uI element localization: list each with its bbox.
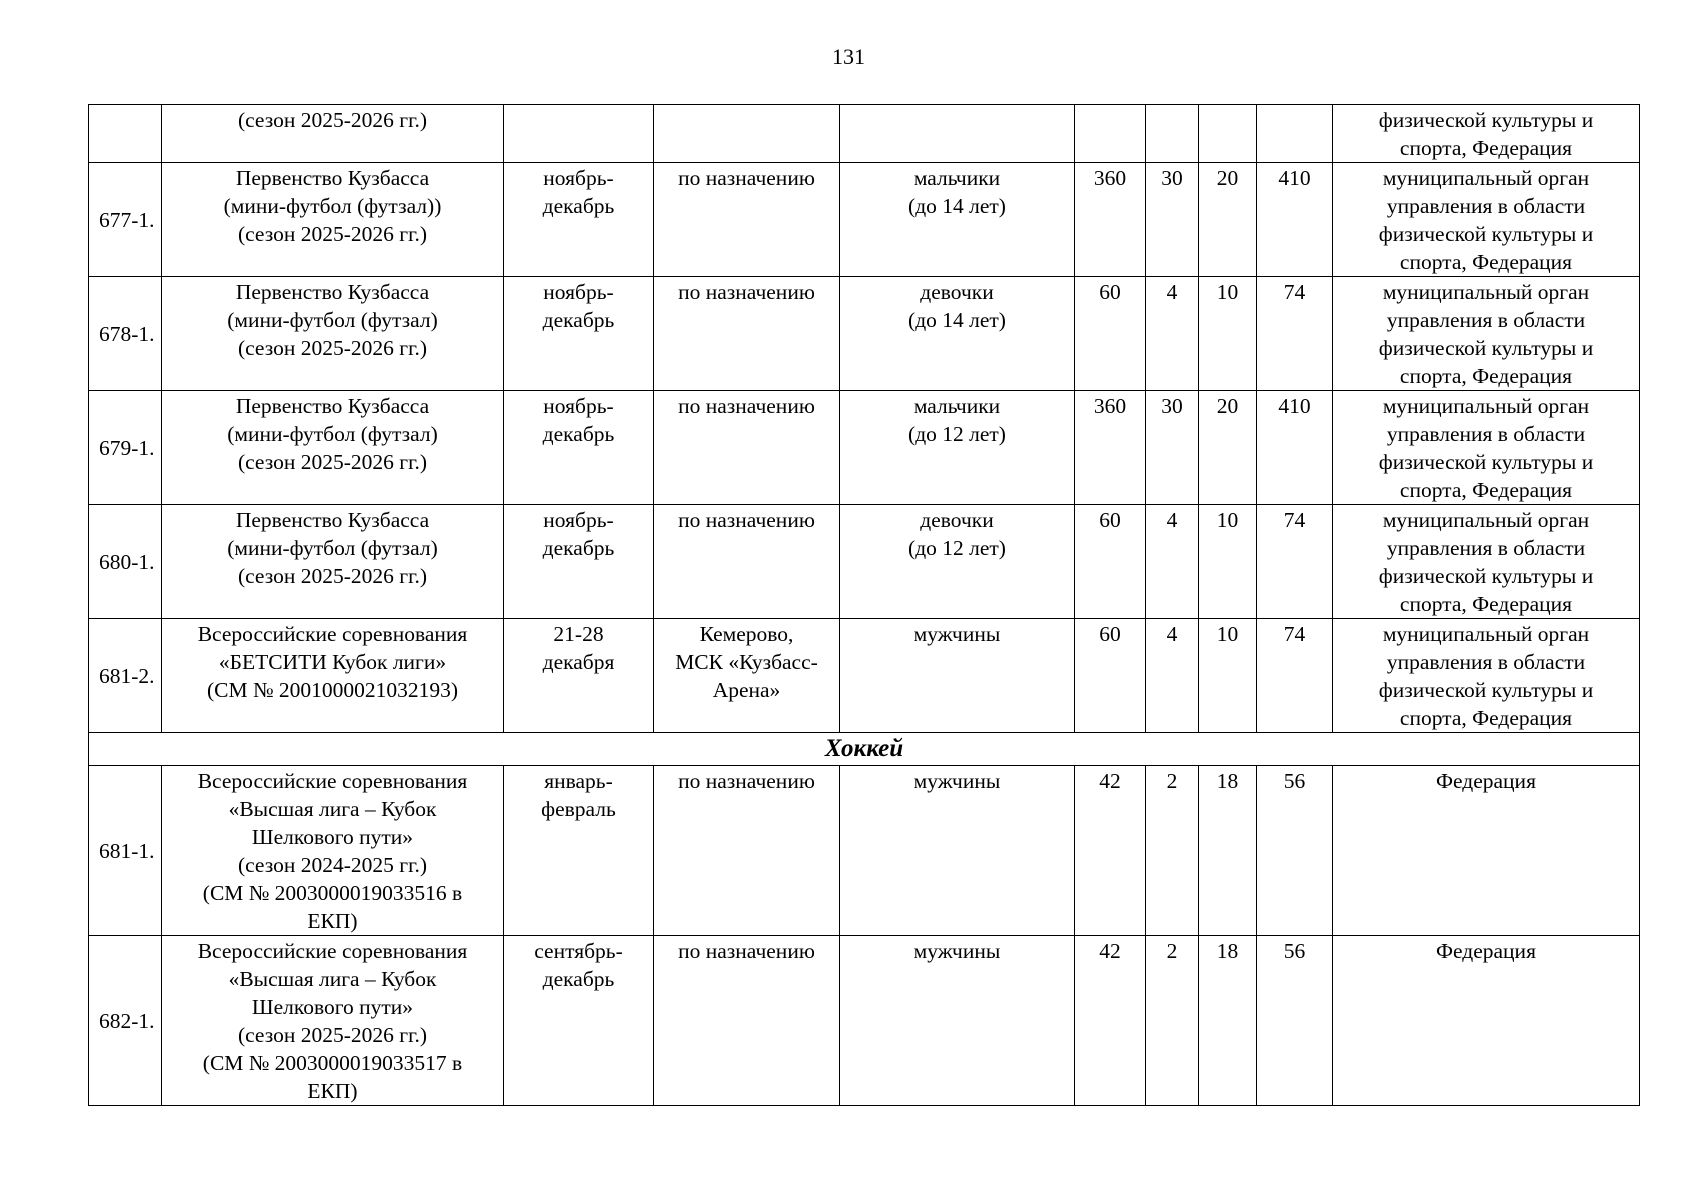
total-count-cell: 56 (1257, 936, 1333, 1106)
event-dates-cell: ноябрь- декабрь (504, 505, 654, 619)
participants-cell: девочки (до 12 лет) (840, 505, 1075, 619)
participants-cell (840, 105, 1075, 163)
section-header-row (89, 733, 1640, 766)
table-row (89, 766, 1640, 936)
competition-schedule-table (88, 104, 1640, 1106)
event-number-cell: 681-1. (89, 766, 162, 936)
total-count-cell: 74 (1257, 505, 1333, 619)
event-place-cell: по назначению (654, 391, 840, 505)
event-dates-cell: ноябрь- декабрь (504, 277, 654, 391)
event-place-cell: по назначению (654, 163, 840, 277)
participants-cell: мужчины (840, 936, 1075, 1106)
count-2-cell: 2 (1146, 936, 1199, 1106)
event-place-cell (654, 105, 840, 163)
total-count-cell: 74 (1257, 619, 1333, 733)
event-name-cell: Первенство Кузбасса (мини-футбол (футзал) (сезон 2025-2026 гг.) (162, 505, 504, 619)
count-2-cell: 2 (1146, 766, 1199, 936)
total-count-cell: 410 (1257, 163, 1333, 277)
count-1-cell: 360 (1075, 163, 1146, 277)
organizer-cell: муниципальный орган управления в области физической культуры и спорта, Федерация (1333, 619, 1640, 733)
table-row (89, 391, 1640, 505)
event-place-cell: по назначению (654, 936, 840, 1106)
event-dates-cell: сентябрь- декабрь (504, 936, 654, 1106)
count-3-cell: 10 (1199, 277, 1257, 391)
event-number-cell: 677-1. (89, 163, 162, 277)
table-row (89, 936, 1640, 1106)
event-dates-cell: ноябрь- декабрь (504, 163, 654, 277)
count-2-cell: 4 (1146, 277, 1199, 391)
count-2-cell: 30 (1146, 391, 1199, 505)
count-1-cell: 60 (1075, 277, 1146, 391)
organizer-cell: муниципальный орган управления в области физической культуры и спорта, Федерация (1333, 277, 1640, 391)
event-name-cell: Первенство Кузбасса (мини-футбол (футзал) (сезон 2025-2026 гг.) (162, 391, 504, 505)
total-count-cell: 410 (1257, 391, 1333, 505)
event-dates-cell: январь- февраль (504, 766, 654, 936)
count-3-cell: 18 (1199, 936, 1257, 1106)
participants-cell: мальчики (до 14 лет) (840, 163, 1075, 277)
event-number-cell: 680-1. (89, 505, 162, 619)
count-3-cell: 10 (1199, 505, 1257, 619)
organizer-cell: Федерация (1333, 766, 1640, 936)
event-number-cell: 678-1. (89, 277, 162, 391)
organizer-cell: муниципальный орган управления в области физической культуры и спорта, Федерация (1333, 163, 1640, 277)
event-name-cell: Всероссийские соревнования «БЕТСИТИ Кубок лиги» (СМ № 2001000021032193) (162, 619, 504, 733)
count-1-cell: 360 (1075, 391, 1146, 505)
table-row (89, 619, 1640, 733)
table-row-continuation (89, 105, 1640, 163)
count-2-cell: 4 (1146, 505, 1199, 619)
count-3-cell: 20 (1199, 391, 1257, 505)
participants-cell: девочки (до 14 лет) (840, 277, 1075, 391)
participants-cell: мужчины (840, 766, 1075, 936)
count-1-cell (1075, 105, 1146, 163)
count-1-cell: 42 (1075, 766, 1146, 936)
count-3-cell: 10 (1199, 619, 1257, 733)
total-count-cell (1257, 105, 1333, 163)
page-number: 131 (832, 44, 865, 69)
table-row (89, 277, 1640, 391)
count-3-cell: 18 (1199, 766, 1257, 936)
organizer-cell: Федерация (1333, 936, 1640, 1106)
total-count-cell: 74 (1257, 277, 1333, 391)
event-place-cell: по назначению (654, 277, 840, 391)
participants-cell: мальчики (до 12 лет) (840, 391, 1075, 505)
count-2-cell: 30 (1146, 163, 1199, 277)
participants-cell: мужчины (840, 619, 1075, 733)
event-name-cell: Первенство Кузбасса (мини-футбол (футзал) (сезон 2025-2026 гг.) (162, 277, 504, 391)
event-number-cell: 679-1. (89, 391, 162, 505)
event-dates-cell: ноябрь- декабрь (504, 391, 654, 505)
organizer-cell: муниципальный орган управления в области физической культуры и спорта, Федерация (1333, 505, 1640, 619)
count-1-cell: 60 (1075, 619, 1146, 733)
total-count-cell: 56 (1257, 766, 1333, 936)
table-row (89, 505, 1640, 619)
event-place-cell: Кемерово, МСК «Кузбасс- Арена» (654, 619, 840, 733)
count-3-cell (1199, 105, 1257, 163)
event-name-cell: (сезон 2025-2026 гг.) (162, 105, 504, 163)
event-place-cell: по назначению (654, 505, 840, 619)
section-title: Хоккей (89, 733, 1640, 766)
count-1-cell: 42 (1075, 936, 1146, 1106)
event-place-cell: по назначению (654, 766, 840, 936)
count-2-cell: 4 (1146, 619, 1199, 733)
organizer-cell: физической культуры и спорта, Федерация (1333, 105, 1640, 163)
event-dates-cell: 21-28 декабря (504, 619, 654, 733)
event-number-cell: 682-1. (89, 936, 162, 1106)
event-number-cell (89, 105, 162, 163)
count-3-cell: 20 (1199, 163, 1257, 277)
organizer-cell: муниципальный орган управления в области физической культуры и спорта, Федерация (1333, 391, 1640, 505)
table-row (89, 163, 1640, 277)
count-2-cell (1146, 105, 1199, 163)
event-name-cell: Всероссийские соревнования «Высшая лига – Кубок Шелкового пути» (сезон 2025-2026 гг.) (СМ № 2003000019033517 в ЕКП) (162, 936, 504, 1106)
event-dates-cell (504, 105, 654, 163)
event-name-cell: Всероссийские соревнования «Высшая лига – Кубок Шелкового пути» (сезон 2024-2025 гг.) (СМ № 2003000019033516 в ЕКП) (162, 766, 504, 936)
event-number-cell: 681-2. (89, 619, 162, 733)
event-name-cell: Первенство Кузбасса (мини-футбол (футзал)) (сезон 2025-2026 гг.) (162, 163, 504, 277)
count-1-cell: 60 (1075, 505, 1146, 619)
